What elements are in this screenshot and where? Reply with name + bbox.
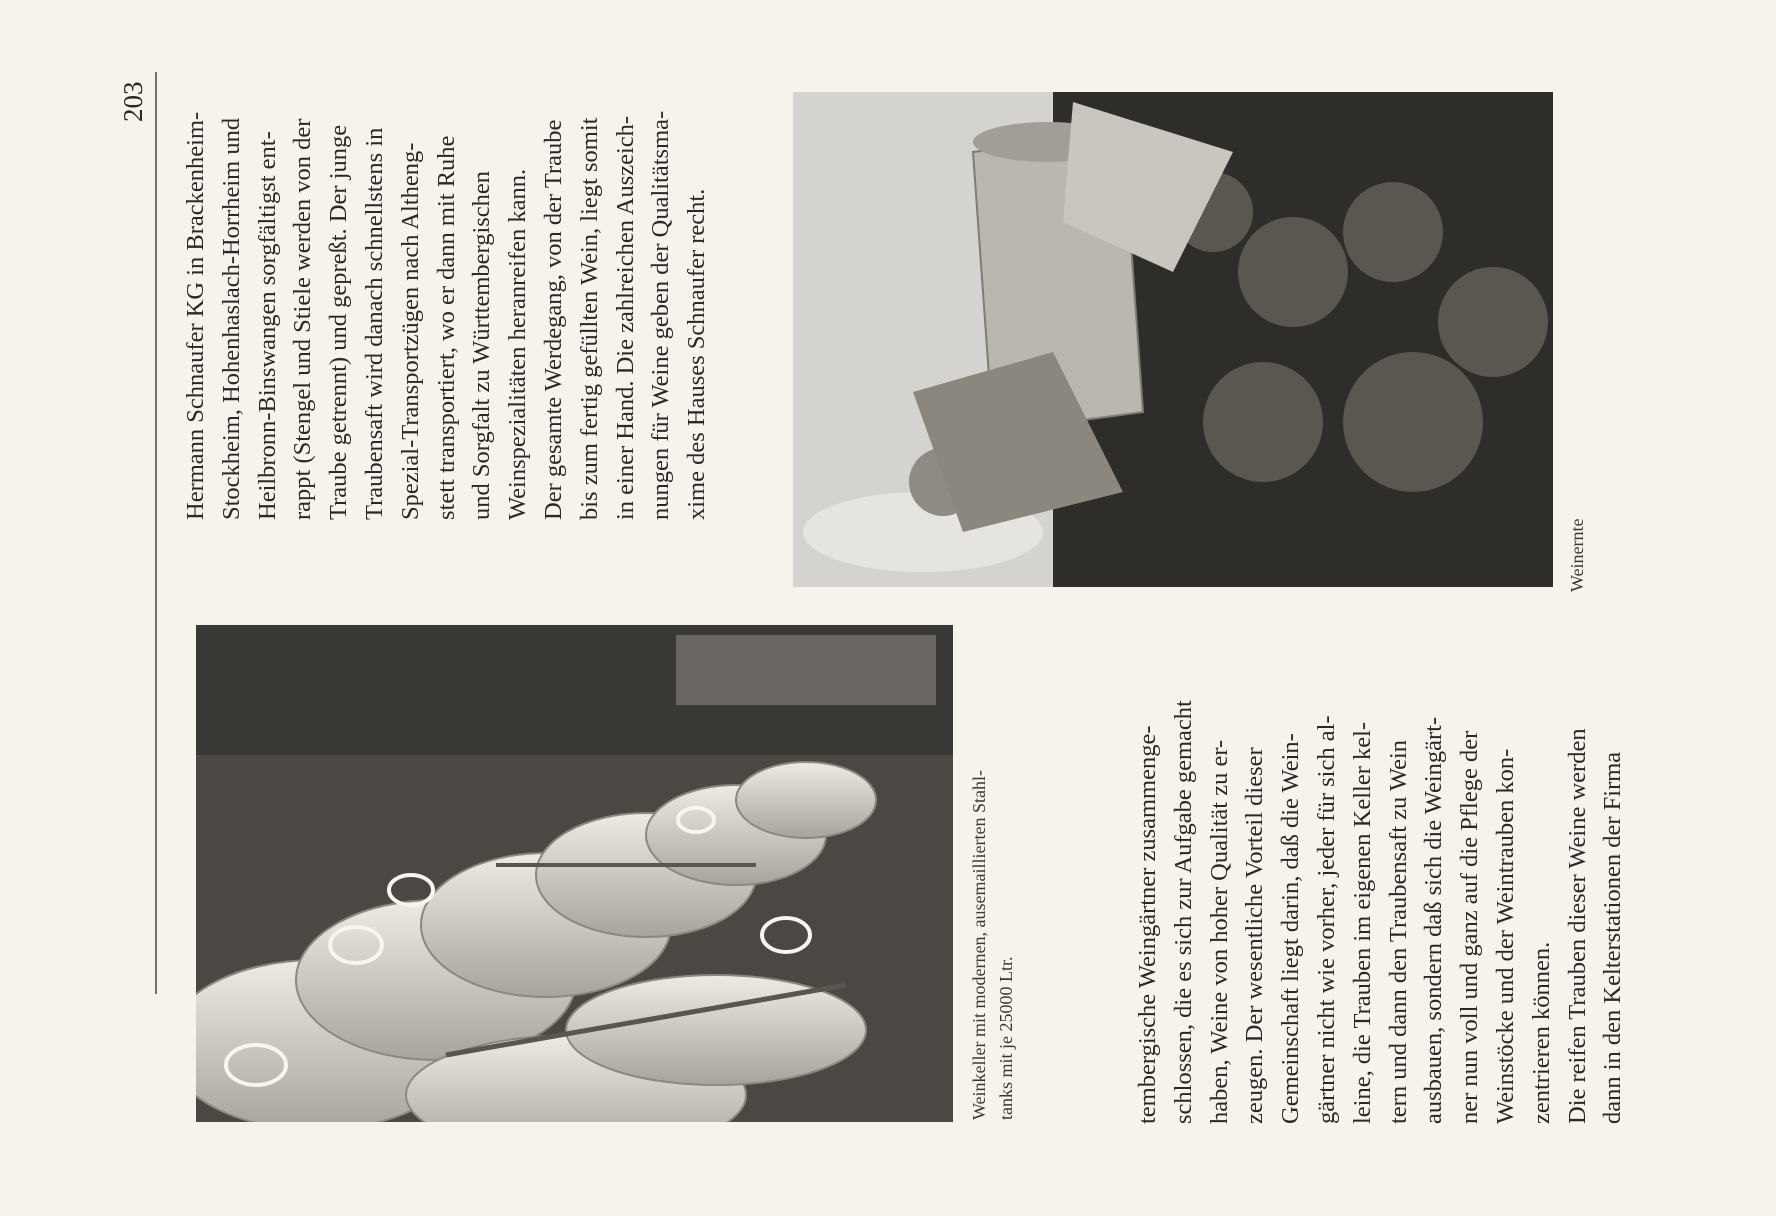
body-text-left-column bbox=[1130, 624, 1631, 1124]
text-line: bis zum fertig gefüllten Wein, liegt somit bbox=[575, 117, 603, 520]
header-rule bbox=[155, 72, 157, 994]
text-line: Traube getrennt) und gepreßt. Der junge bbox=[325, 124, 353, 520]
text-line: ner nun voll und ganz auf die Pflege der bbox=[1456, 730, 1484, 1124]
text-line: zeugen. Der wesentliche Vorteil dieser bbox=[1241, 747, 1269, 1124]
text-line: Der gesamte Werdegang, von der Traube bbox=[539, 119, 567, 520]
text-line: Die reifen Trauben dieser Weine werden bbox=[1563, 728, 1591, 1124]
text-line: Hermann Schnaufer KG in Brackenheim- bbox=[182, 111, 209, 520]
text-line: in einer Hand. Die zahlreichen Auszeich- bbox=[611, 115, 639, 520]
text-line: Heilbronn-Binswangen sorgfältigst ent- bbox=[253, 131, 281, 520]
text-line: dann in den Kelterstationen der Firma bbox=[1599, 751, 1627, 1124]
text-line: stett transportiert, wo er dann mit Ruhe bbox=[432, 135, 460, 520]
text-line: Traubensaft wird danach schnellstens in bbox=[360, 127, 388, 520]
wine-harvest-photo bbox=[793, 92, 1553, 587]
body-text-right-column bbox=[178, 80, 715, 520]
text-line: Gemeinschaft liegt darin, daß die Wein- bbox=[1277, 733, 1305, 1124]
text-line: Weinstöcke und der Weintrauben kon- bbox=[1491, 748, 1519, 1124]
text-line: Weinspezialitäten heranreifen kann. bbox=[504, 168, 532, 520]
text-line: zentrieren können. bbox=[1527, 941, 1555, 1124]
harvest-illustration bbox=[793, 92, 1553, 587]
caption-line: tanks mit je 25000 Ltr. bbox=[996, 956, 1016, 1120]
cellar-tanks-illustration bbox=[196, 625, 953, 1122]
text-line: rappt (Stengel und Stiele werden von der bbox=[289, 118, 317, 520]
text-line: gärtner nicht wie vorher, jeder für sich al- bbox=[1312, 715, 1340, 1124]
harvest-caption: Weinernte bbox=[1567, 518, 1587, 592]
text-line: tern und dann den Traubensaft zu Wein bbox=[1384, 739, 1412, 1124]
text-line: und Sorgfalt zu Württembergischen bbox=[468, 170, 496, 520]
text-line: Spezial-Transportzügen nach Altheng- bbox=[396, 142, 424, 520]
text-line: ausbauen, sondern daß sich die Weingärt- bbox=[1420, 716, 1448, 1124]
text-line: schlossen, die es sich zur Aufgabe gemacht bbox=[1169, 700, 1197, 1124]
text-line: leine, die Trauben im eigenen Keller kel- bbox=[1348, 721, 1376, 1124]
text-line: xime des Hauses Schnaufer recht. bbox=[683, 188, 711, 520]
cellar-caption bbox=[966, 600, 1020, 1120]
text-line: tembergische Weingärtner zusammenge- bbox=[1134, 725, 1161, 1124]
text-line: Stockheim, Hohenhaslach-Horrheim und bbox=[217, 117, 245, 520]
page-number: 203 bbox=[118, 81, 148, 122]
caption-line: Weinkeller mit modernen, ausemaillierten Stahl- bbox=[969, 770, 989, 1120]
text-line: haben, Weine von hoher Qualität zu er- bbox=[1205, 739, 1233, 1124]
text-line: nungen für Weine geben der Qualitätsma- bbox=[647, 110, 675, 520]
wine-cellar-photo bbox=[196, 625, 953, 1122]
